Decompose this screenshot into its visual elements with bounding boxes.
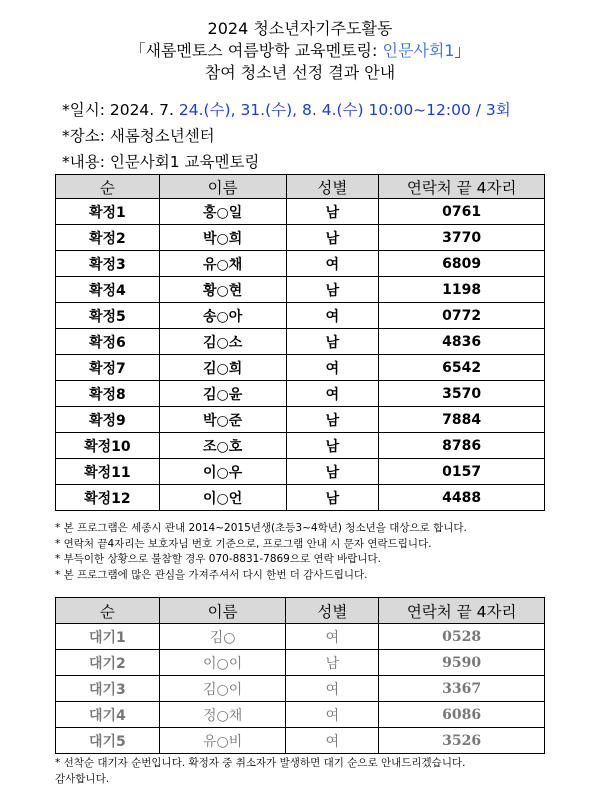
info-content: *내용: 인문사회1 교육멘토링: [62, 153, 260, 171]
cell-gender: 여: [286, 728, 379, 754]
cell-phone: 4488: [379, 485, 545, 511]
cell-phone: 9590: [379, 650, 545, 676]
cell-name: 정○채: [159, 702, 286, 728]
cell-phone: 3770: [379, 225, 545, 251]
cell-seq: 확정12: [56, 485, 160, 511]
cell-name: 이○우: [159, 459, 286, 485]
cell-seq: 확정9: [56, 407, 160, 433]
info-date: [62, 97, 582, 123]
confirmed-table: [55, 174, 545, 511]
cell-phone: 4836: [379, 329, 545, 355]
cell-name: 김○소: [159, 329, 286, 355]
cell-gender: 여: [286, 251, 379, 277]
info-place: *장소: 새롬청소년센터: [62, 127, 215, 145]
cell-phone: 6086: [379, 702, 545, 728]
table-row: [56, 676, 545, 702]
cell-seq: 확정4: [56, 277, 160, 303]
cell-name: 김○희: [159, 355, 286, 381]
cell-name: 유○채: [159, 251, 286, 277]
cell-seq: 대기3: [56, 676, 160, 702]
cell-name: 박○준: [159, 407, 286, 433]
cell-seq: 확정1: [56, 199, 160, 225]
title-line-2: [0, 40, 600, 62]
header-gender: 성별: [286, 598, 379, 624]
cell-name: 이○이: [159, 650, 286, 676]
table-row: [56, 433, 545, 459]
cell-name: 박○희: [159, 225, 286, 251]
confirmed-table-header: [56, 175, 545, 199]
cell-gender: 여: [286, 702, 379, 728]
table-row: [56, 407, 545, 433]
cell-gender: 남: [286, 199, 379, 225]
table-row: [56, 199, 545, 225]
cell-gender: 여: [286, 381, 379, 407]
table-row: [56, 624, 545, 650]
table-row: [56, 728, 545, 754]
cell-phone: 3570: [379, 381, 545, 407]
cell-gender: 남: [286, 329, 379, 355]
header-name: 이름: [159, 175, 286, 199]
cell-gender: 남: [286, 485, 379, 511]
header-phone: 연락처 끝 4자리: [379, 175, 545, 199]
note-line: * 연락처 끝4자리는 보호자님 번호 기준으로, 프로그램 안내 시 문자 연락드립니다.: [55, 537, 432, 550]
cell-phone: 0157: [379, 459, 545, 485]
cell-gender: 남: [286, 277, 379, 303]
title-line-2-accent: 인문사회1: [382, 41, 455, 60]
cell-phone: 3526: [379, 728, 545, 754]
cell-gender: 여: [286, 624, 379, 650]
cell-seq: 대기1: [56, 624, 160, 650]
notes-section: [55, 521, 555, 583]
cell-gender: 남: [286, 407, 379, 433]
title-line-1: 2024 청소년자기주도활동: [207, 19, 393, 38]
cell-name: 이○언: [159, 485, 286, 511]
cell-phone: 1198: [379, 277, 545, 303]
header-seq: 순: [56, 175, 160, 199]
cell-name: 황○현: [159, 277, 286, 303]
cell-seq: 확정6: [56, 329, 160, 355]
cell-seq: 대기5: [56, 728, 160, 754]
header-seq: 순: [56, 598, 160, 624]
note-line: * 부득이한 상황으로 불참할 경우 070-8831-7869으로 연락 바랍니다.: [55, 553, 382, 565]
cell-phone: 7884: [379, 407, 545, 433]
waiting-table-header: [56, 598, 545, 624]
event-info: [62, 97, 582, 175]
table-row: [56, 485, 545, 511]
cell-seq: 확정8: [56, 381, 160, 407]
cell-gender: 여: [286, 676, 379, 702]
cell-name: 김○: [159, 624, 286, 650]
cell-phone: 0528: [379, 624, 545, 650]
cell-seq: 확정2: [56, 225, 160, 251]
note-line: * 선착순 대기자 순번입니다. 확정자 중 취소자가 발생하면 대기 순으로 안내드리겠습니다.: [55, 757, 466, 769]
cell-seq: 대기2: [56, 650, 160, 676]
table-row: [56, 329, 545, 355]
cell-gender: 남: [286, 225, 379, 251]
cell-name: 홍○일: [159, 199, 286, 225]
header-gender: 성별: [286, 175, 379, 199]
cell-seq: 확정11: [56, 459, 160, 485]
note-line: * 본 프로그램에 많은 관심을 가져주셔서 다시 한번 더 감사드립니다.: [55, 568, 368, 581]
title-line-3: 참여 청소년 선정 결과 안내: [204, 63, 396, 82]
table-row: [56, 251, 545, 277]
header-phone: 연락처 끝 4자리: [379, 598, 545, 624]
cell-gender: 남: [286, 650, 379, 676]
cell-phone: 8786: [379, 433, 545, 459]
cell-gender: 남: [286, 433, 379, 459]
info-date-value: 24.(수), 31.(수), 8. 4.(수) 10:00~12:00 / 3회: [178, 101, 511, 119]
cell-phone: 6809: [379, 251, 545, 277]
document-title: [0, 18, 600, 84]
table-row: [56, 650, 545, 676]
cell-name: 송○아: [159, 303, 286, 329]
note-line: * 본 프로그램은 세종시 관내 2014~2015년생(초등3~4학년) 청소년을 대상으로 합니다.: [55, 522, 467, 534]
table-row: [56, 277, 545, 303]
table-row: [56, 459, 545, 485]
table-row: [56, 303, 545, 329]
cell-seq: 확정5: [56, 303, 160, 329]
cell-seq: 대기4: [56, 702, 160, 728]
cell-name: 김○윤: [159, 381, 286, 407]
cell-name: 유○비: [159, 728, 286, 754]
cell-phone: 0761: [379, 199, 545, 225]
info-date-label: *일시: 2024. 7.: [62, 101, 179, 119]
cell-seq: 확정10: [56, 433, 160, 459]
cell-gender: 여: [286, 355, 379, 381]
cell-gender: 남: [286, 459, 379, 485]
table-row: [56, 381, 545, 407]
table-row: [56, 355, 545, 381]
note-line: 감사합니다.: [55, 772, 110, 785]
cell-name: 김○이: [159, 676, 286, 702]
title-line-2-prefix: 「새롬멘토스 여름방학 교육멘토링:: [129, 41, 383, 60]
cell-phone: 0772: [379, 303, 545, 329]
cell-seq: 확정7: [56, 355, 160, 381]
cell-phone: 6542: [379, 355, 545, 381]
table-row: [56, 702, 545, 728]
cell-name: 조○호: [159, 433, 286, 459]
title-line-2-suffix: 」: [454, 41, 471, 60]
waiting-table: [55, 597, 545, 754]
cell-seq: 확정3: [56, 251, 160, 277]
table-row: [56, 225, 545, 251]
header-name: 이름: [159, 598, 286, 624]
cell-gender: 여: [286, 303, 379, 329]
waiting-notes-section: [55, 756, 555, 787]
cell-phone: 3367: [379, 676, 545, 702]
